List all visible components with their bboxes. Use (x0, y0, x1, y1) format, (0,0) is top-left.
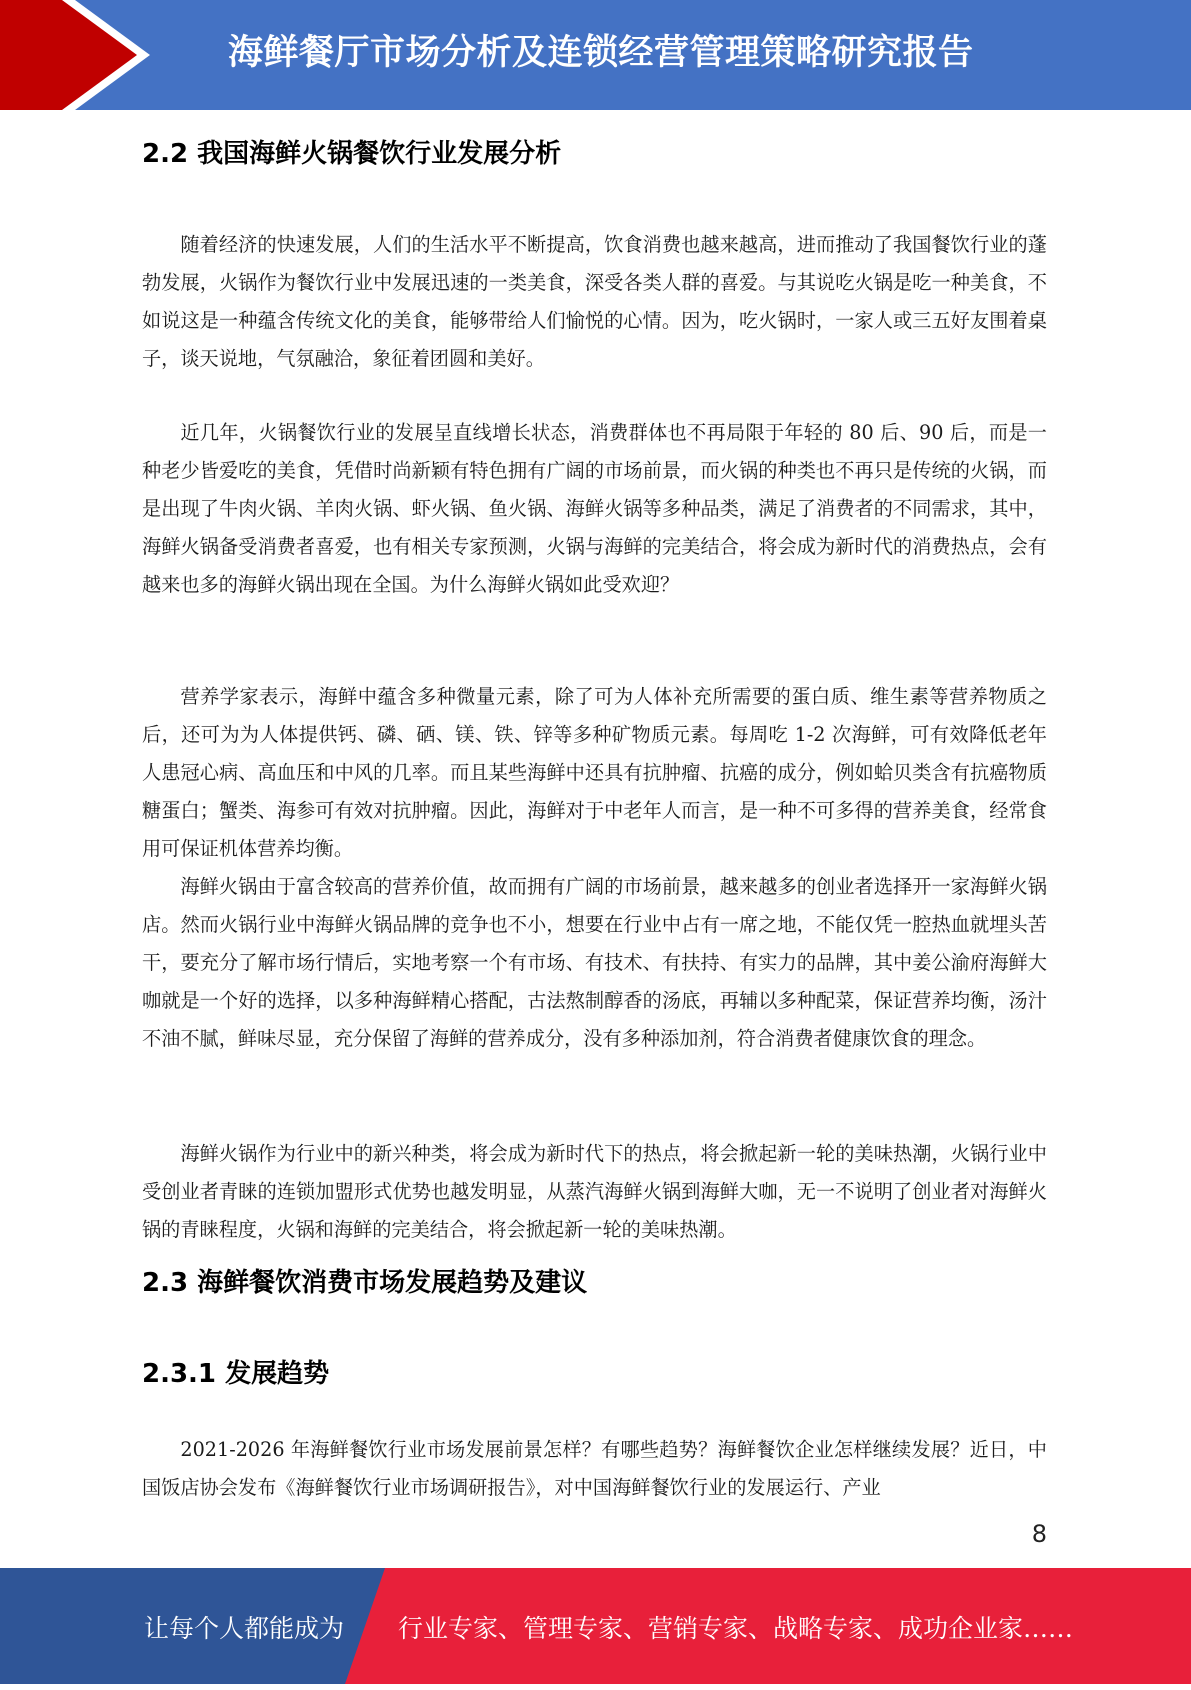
page-header (0, 0, 1191, 110)
paragraph: 近几年，火锅餐饮行业的发展呈直线增长状态，消费群体也不再局限于年轻的 80 后、90 后，而是一种老少皆爱吃的美食，凭借时尚新颖有特色拥有广阔的市场前景，而火锅的种类也不再只是传统的火锅，而是出现了牛肉火锅、羊肉火锅、虾火锅、鱼火锅、海鲜火锅等多种品类，满足了消费者的不同需求，其中，海鲜火锅备受消费者喜爱，也有相关专家预测，火锅与海鲜的完美结合，将会成为新时代的消费热点，会有越来也多的海鲜火锅出现在全国。为什么海鲜火锅如此受欢迎？ (142, 421, 1047, 596)
page-number: 8 (1031, 1520, 1047, 1548)
paragraph: 海鲜火锅作为行业中的新兴种类，将会成为新时代下的热点，将会掀起新一轮的美味热潮，火锅行业中受创业者青睐的连锁加盟形式优势也越发明显，从蒸汽海鲜火锅到海鲜大咖，无一不说明了创业者对海鲜火锅的青睐程度，火锅和海鲜的完美结合，将会掀起新一轮的美味热潮。 (142, 1142, 1047, 1241)
paragraph: 海鲜火锅由于富含较高的营养价值，故而拥有广阔的市场前景，越来越多的创业者选择开一家海鲜火锅店。然而火锅行业中海鲜火锅品牌的竞争也不小，想要在行业中占有一席之地，不能仅凭一腔热血就埋头苦干，要充分了解市场行情后，实地考察一个有市场、有技术、有扶持、有实力的品牌，其中姜公渝府海鲜大咖就是一个好的选择，以多种海鲜精心搭配，古法熬制醇香的汤底，再辅以多种配菜，保证营养均衡，汤汁不油不腻，鲜味尽显，充分保留了海鲜的营养成分，没有多种添加剂，符合消费者健康饮食的理念。 (142, 875, 1047, 1050)
section-heading-2-3-1: 2.3.1 发展趋势 (142, 1359, 330, 1389)
paragraph: 随着经济的快速发展，人们的生活水平不断提高，饮食消费也越来越高，进而推动了我国餐饮行业的蓬勃发展，火锅作为餐饮行业中发展迅速的一类美食，深受各类人群的喜爱。与其说吃火锅是吃一种美食，不如说这是一种蕴含传统文化的美食，能够带给人们愉悦的心情。因为，吃火锅时，一家人或三五好友围着桌子，谈天说地，气氛融洽，象征着团圆和美好。 (142, 233, 1047, 370)
section-heading-2-2: 2.2 我国海鲜火锅餐饮行业发展分析 (142, 139, 562, 169)
footer-slogan-right: 行业专家、管理专家、营销专家、战略专家、成功企业家…… (398, 1614, 1074, 1643)
footer-slogan-left: 让每个人都能成为 (144, 1614, 345, 1643)
section-heading-2-3: 2.3 海鲜餐饮消费市场发展趋势及建议 (142, 1268, 588, 1298)
report-title: 海鲜餐厅市场分析及连锁经营管理策略研究报告 (228, 33, 974, 73)
paragraph: 营养学家表示，海鲜中蕴含多种微量元素，除了可为人体补充所需要的蛋白质、维生素等营养物质之后，还可为为人体提供钙、磷、硒、镁、铁、锌等多种矿物质元素。每周吃 1-2 次海鲜，可有效降低老年人患冠心病、高血压和中风的几率。而且某些海鲜中还具有抗肿瘤、抗癌的成分，例如蛤贝类含有抗癌物质糖蛋白；蟹类、海参可有效对抗肿瘤。因此，海鲜对于中老年人而言，是一种不可多得的营养美食，经常食用可保证机体营养均衡。 (142, 685, 1047, 860)
header-arrow-icon (0, 0, 160, 110)
page-footer (0, 1568, 1191, 1684)
paragraph: 2021-2026 年海鲜餐饮行业市场发展前景怎样？有哪些趋势？海鲜餐饮企业怎样继续发展？近日，中国饭店协会发布《海鲜餐饮行业市场调研报告》，对中国海鲜餐饮行业的发展运行、产业 (142, 1438, 1047, 1499)
